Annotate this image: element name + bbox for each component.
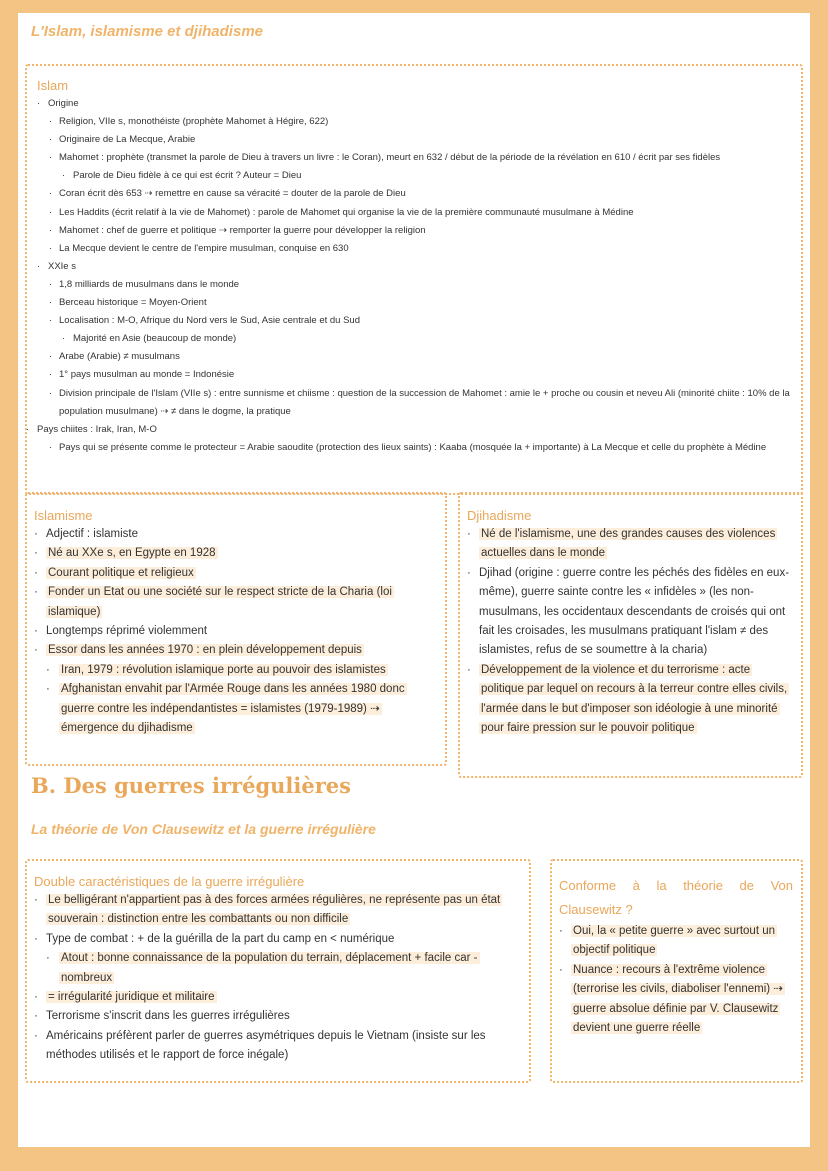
double-title: Double caractéristiques de la guerre irrégulière bbox=[34, 874, 305, 889]
islamisme-item-text: Iran, 1979 : révolution islamique porte au pouvoir des islamistes bbox=[61, 663, 386, 676]
islamisme-list bbox=[34, 525, 437, 738]
islamisme-title: Islamisme bbox=[34, 508, 93, 523]
islam-item-text: Majorité en Asie (beaucoup de monde) bbox=[73, 333, 237, 345]
islam-title: Islam bbox=[37, 78, 69, 93]
islam-item bbox=[37, 439, 793, 457]
djihadisme-item-text: Djihad (origine : guerre contre les péchés des fidèles en eux-même), guerre sainte contre les « infidèles » (les non-musulmans, les occidentaux descendants de croisés qui ont fait les croisades, les musulmans pratiquant l'islam ≠ des islamistes, refus de se soumettre à la charia) bbox=[479, 566, 790, 657]
islam-item-text: Division principale de l'Islam (VIIe s) : entre sunnisme et chiisme : question de la succession de Mahomet : amie le + proche ou cousin et neveu Ali (minorité chiite : 10% de la population musulmane) ⇢ ≠ dans le dogme, la pratique bbox=[59, 387, 790, 417]
islamisme-item bbox=[34, 544, 437, 563]
double-item-text: Terrorisme s'inscrit dans les guerres irrégulières bbox=[46, 1010, 290, 1023]
islam-item bbox=[37, 294, 793, 312]
double-box bbox=[25, 859, 531, 1083]
islamisme-item bbox=[34, 622, 437, 641]
clausewitz-heading: La théorie de Von Clausewitz et la guerre irrégulière bbox=[31, 821, 376, 837]
islamisme-item bbox=[34, 564, 437, 583]
double-item-text: Atout : bonne connaissance de la population du terrain, déplacement + facile car - nombreux bbox=[61, 952, 478, 984]
islam-item bbox=[37, 167, 793, 185]
djihadisme-box bbox=[458, 492, 803, 778]
islamisme-box bbox=[25, 492, 447, 766]
islam-item-text: 1° pays musulman au monde = Indonésie bbox=[59, 369, 235, 381]
islam-item bbox=[37, 113, 793, 131]
islam-item-text: Originaire de La Mecque, Arabie bbox=[59, 134, 196, 146]
islam-item bbox=[37, 204, 793, 222]
islam-item bbox=[37, 131, 793, 149]
djihadisme-item bbox=[467, 564, 793, 661]
islam-item-text: Arabe (Arabie) ≠ musulmans bbox=[59, 351, 180, 363]
islam-item-text: 1,8 milliards de musulmans dans le monde bbox=[59, 278, 240, 290]
djihadisme-list bbox=[467, 525, 793, 738]
double-item-text: Américains préfèrent parler de guerres asymétriques depuis le Vietnam (insiste sur les méthodes utilisés et le rapport de force inégale) bbox=[46, 1029, 486, 1062]
double-item bbox=[34, 1007, 521, 1026]
islamisme-item bbox=[34, 641, 437, 660]
islam-item bbox=[37, 185, 793, 203]
double-item-text: Type de combat : + de la guérilla de la part du camp en < numérique bbox=[46, 932, 395, 945]
islam-item-text: Coran écrit dès 653 ⇢ remettre en cause sa véracité = douter de la parole de Dieu bbox=[59, 188, 406, 200]
islam-item-text: XXIe s bbox=[48, 260, 76, 272]
conforme-item bbox=[559, 961, 793, 1039]
islam-item-text: Parole de Dieu fidèle à ce qui est écrit ? Auteur = Dieu bbox=[73, 170, 302, 182]
islam-item-text: Pays qui se présente comme le protecteur = Arabie saoudite (protection des lieux saints) : Kaaba (mosquée la + importante) à La Mecque et celle du prophète à Médine bbox=[59, 441, 767, 453]
double-item bbox=[34, 1027, 521, 1066]
islam-item bbox=[37, 385, 793, 421]
islamisme-item bbox=[34, 661, 437, 680]
islamisme-item bbox=[34, 525, 437, 544]
double-item-text: = irrégularité juridique et militaire bbox=[48, 991, 215, 1004]
islam-item bbox=[37, 366, 793, 384]
islamisme-item bbox=[34, 680, 437, 738]
islam-item-text: Localisation : M-O, Afrique du Nord vers le Sud, Asie centrale et du Sud bbox=[59, 315, 360, 327]
islamisme-item bbox=[34, 583, 437, 622]
islam-list bbox=[37, 95, 793, 457]
double-item bbox=[34, 891, 521, 930]
islam-item-text: Pays chiites : Irak, Iran, M-O bbox=[37, 423, 157, 435]
islam-item bbox=[37, 276, 793, 294]
double-item bbox=[34, 930, 521, 949]
islam-item-text: Les Haddits (écrit relatif à la vie de Mahomet) : parole de Mahomet qui organise la vie de la première communauté musulmane à Médine bbox=[59, 206, 634, 218]
islamisme-item-text: Fonder un Etat ou une société sur le respect stricte de la Charia (loi islamique) bbox=[48, 586, 392, 618]
islam-item-text: Religion, VIIe s, monothéiste (prophète Mahomet à Hégire, 622) bbox=[59, 116, 329, 128]
conforme-list bbox=[559, 922, 793, 1038]
islam-item bbox=[37, 312, 793, 330]
page bbox=[18, 13, 810, 1147]
conforme-item bbox=[559, 922, 793, 961]
djihadisme-item-text: Développement de la violence et du terrorisme : acte politique par lequel on recours à la terreur contre elles civils, l'armée dans le but d'imposer son idéologie à une minorité pour faire pression sur le pouvoir politique bbox=[481, 663, 788, 735]
djihadisme-item-text: Né de l'islamisme, une des grandes causes des violences actuelles dans le monde bbox=[481, 528, 776, 560]
conforme-box bbox=[550, 859, 803, 1083]
islam-item-text: Berceau historique = Moyen-Orient bbox=[59, 297, 207, 309]
islam-item bbox=[37, 222, 793, 240]
djihadisme-item bbox=[467, 525, 793, 564]
double-item-text: Le belligérant n'appartient pas à des forces armées régulières, ne représente pas un état souverain : distinction entre les combattants ou non difficile bbox=[48, 894, 501, 926]
djihadisme-item bbox=[467, 661, 793, 739]
islamisme-item-text: Longtemps réprimé violemment bbox=[46, 625, 208, 638]
double-item bbox=[34, 949, 521, 988]
islam-item bbox=[37, 149, 793, 167]
islam-item bbox=[37, 348, 793, 366]
islam-item-text: Origine bbox=[48, 98, 79, 109]
islam-item bbox=[37, 240, 793, 258]
islamisme-item-text: Courant politique et religieux bbox=[48, 566, 194, 579]
islam-item bbox=[37, 258, 793, 276]
page-title: L'Islam, islamisme et djihadisme bbox=[31, 23, 263, 40]
conforme-item-text: Nuance : recours à l'extrême violence (terrorise les civils, diaboliser l'ennemi) ⇢ guerre absolue définie par V. Clausewitz devient une guerre réelle bbox=[573, 963, 783, 1035]
double-list bbox=[34, 891, 521, 1066]
conforme-title: Conforme à la théorie de Von Clausewitz ? bbox=[559, 878, 793, 917]
islam-item-text: Mahomet : chef de guerre et politique ⇢ remporter la guerre pour développer la religion bbox=[59, 224, 426, 236]
djihadisme-title: Djihadisme bbox=[467, 508, 532, 523]
islamisme-item-text: Essor dans les années 1970 : en plein développement depuis bbox=[48, 644, 362, 657]
islam-item bbox=[37, 421, 793, 439]
double-item bbox=[34, 988, 521, 1007]
islam-item bbox=[37, 330, 793, 348]
islam-item bbox=[37, 95, 793, 113]
islamisme-item-text: Afghanistan envahit par l'Armée Rouge dans les années 1980 donc guerre contre les indépendantistes = islamistes (1979-1989) ⇢ émergence du djihadisme bbox=[61, 683, 405, 735]
islam-item-text: La Mecque devient le centre de l'empire musulman, conquise en 630 bbox=[59, 242, 349, 254]
islam-item-text: Mahomet : prophète (transmet la parole de Dieu à travers un livre : le Coran), meurt en 632 / début de la période de la révélation en 610 / écrit par ses fidèles bbox=[59, 152, 721, 164]
conforme-item-text: Oui, la « petite guerre » avec surtout un objectif politique bbox=[573, 925, 776, 957]
islamisme-item-text: Né au XXe s, en Egypte en 1928 bbox=[48, 547, 216, 560]
islam-box bbox=[25, 64, 803, 495]
section-b-heading: B. Des guerres irrégulières bbox=[31, 773, 351, 798]
islamisme-item-text: Adjectif : islamiste bbox=[46, 528, 139, 540]
